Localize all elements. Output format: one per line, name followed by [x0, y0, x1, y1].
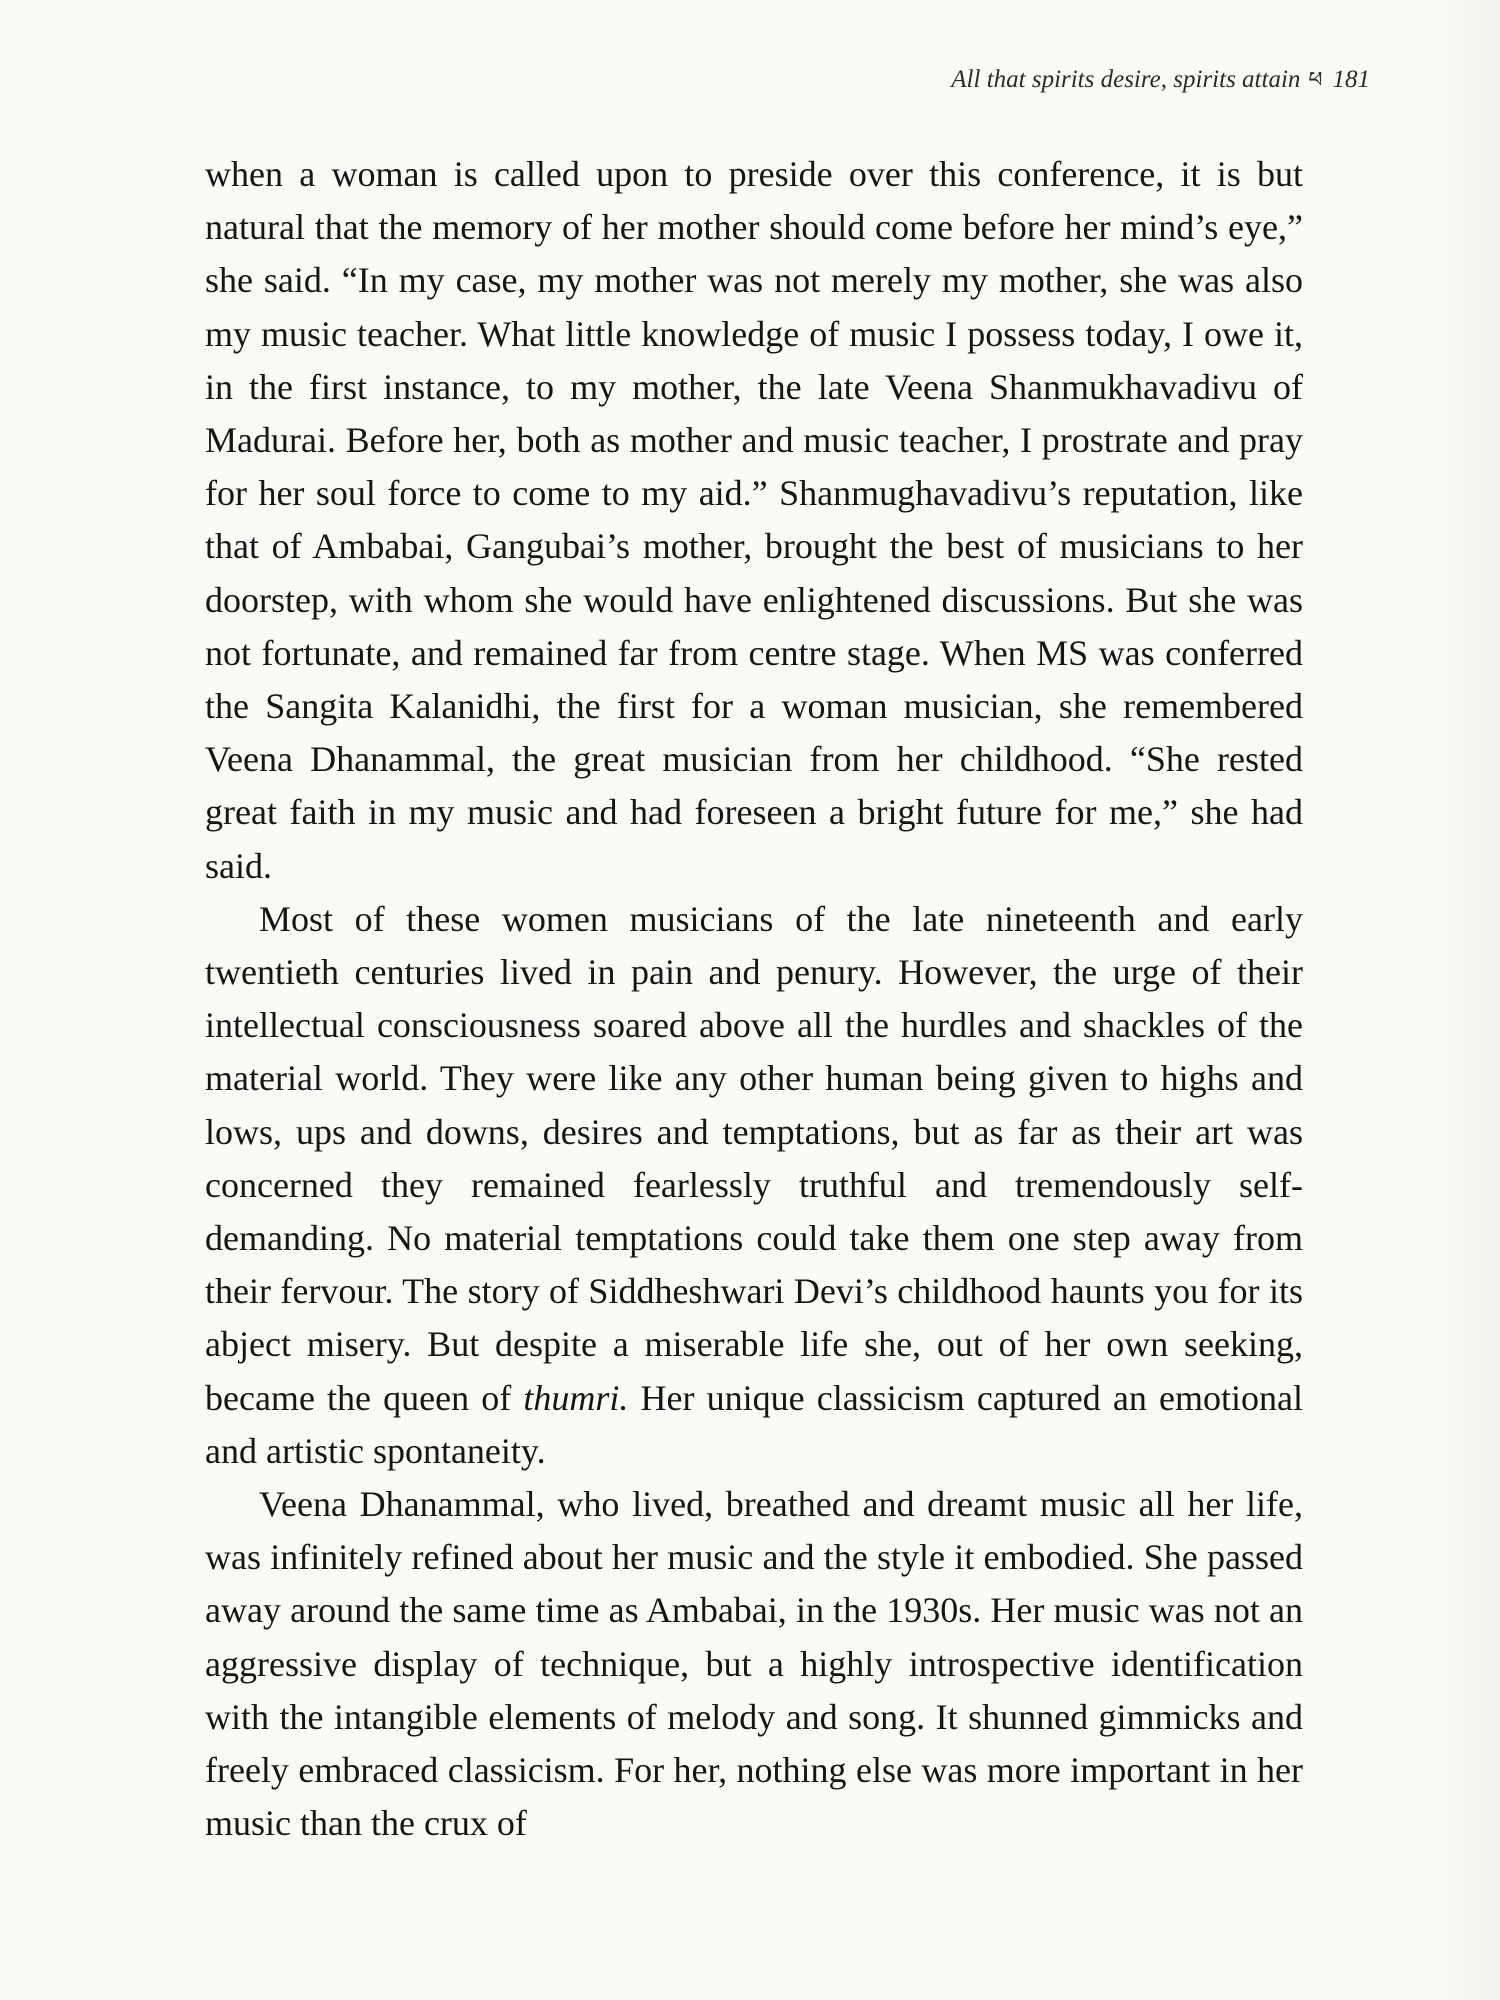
paragraph-3: Veena Dhanammal, who lived, breathed and dreamt music all her life, was infinitely refined about her music and the style it embodied. She passed away around the same time as Ambabai, in the 1930s. Her music was not an aggressive display of technique, but a highly introspective identification with the intangible elements of melody and song. It shunned gimmicks and freely embraced classicism. For her, nothing else was more important in her music than the crux of — [205, 1484, 1303, 1844]
paragraph-2 — [205, 893, 1303, 1478]
running-head — [951, 64, 1370, 96]
italic-term: thumri. — [523, 1377, 629, 1418]
paragraph-2-text: Most of these women musicians of the late nineteenth and early twentieth centuries lived in pain and penury. However, the urge of their intellectual consciousness soared above all the hurdles and shackles of the material world. They were like any other human being given to highs and lows, ups and downs, desires and temptations, but as far as their art was concerned they remained fearlessly truthful and tremendously self-demanding. No material temptations could take them one step away from their fervour. The story of Siddheshwari Devi’s childhood haunts you for its abject misery. But despite a miserable life she, out of her own seeking, became the queen of — [205, 898, 1303, 1418]
ornament-icon: ཕ — [1308, 67, 1323, 92]
body-text — [205, 148, 1303, 1851]
running-head-title: All that spirits desire, spirits attain — [951, 66, 1301, 93]
page-edge-shadow — [1440, 0, 1500, 2000]
paragraph-1: when a woman is called upon to preside over this conference, it is but natural that the memory of her mother should come before her mind’s eye,” she said. “In my case, my mother was not merely my mother, she was also my music teacher. What little knowledge of music I possess today, I owe it, in the first instance, to my mother, the late Veena Shanmukhavadivu of Madurai. Before her, both as mother and music teacher, I prostrate and pray for her soul force to come to my aid.” Shanmughavadivu’s reputation, like that of Ambabai, Gangubai’s mother, brought the best of musicians to her doorstep, with whom she would have enlightened discussions. But she was not fortunate, and remained far from centre stage. When MS was conferred the Sangita Kalanidhi, the first for a woman musician, she remembered Veena Dhanammal, the great musician from her childhood. “She rested great faith in my music and had foreseen a bright future for me,” she had said. — [205, 154, 1303, 886]
paragraph-2-text-end: Her unique classicism captured an emotional and artistic spontaneity. — [205, 1377, 1303, 1471]
page-number: 181 — [1332, 66, 1370, 93]
